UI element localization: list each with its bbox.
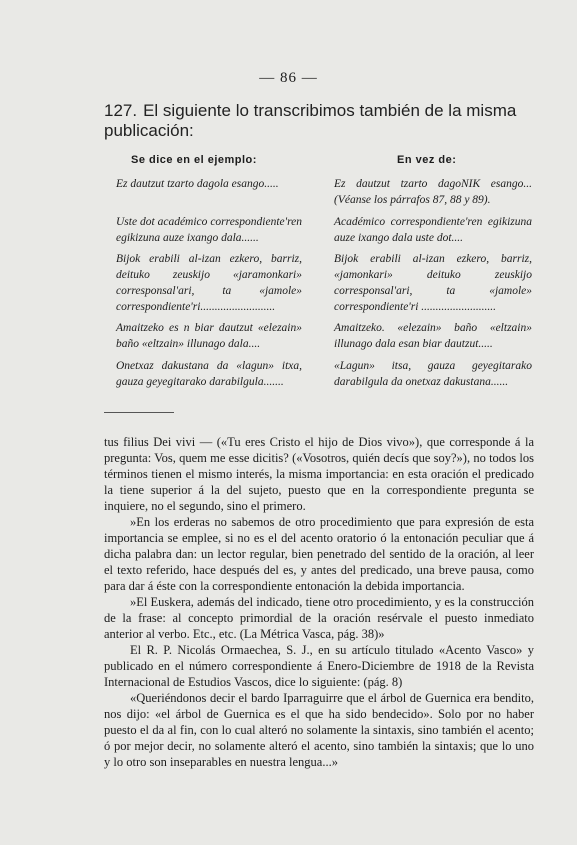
example-right-4: Amaitzeko. «elezain» baño «eltzain» illunago dala esan biar dautzut.....: [334, 322, 532, 350]
example-left-1: Ez dautzut tzarto dagola esango.....: [116, 178, 279, 190]
body-text: [104, 434, 534, 770]
section-number: 127.: [104, 101, 138, 120]
example-left-4: Amaitzeko es n biar dautzut «elezain» baño «eltzain» illunago dala....: [116, 322, 302, 350]
left-column-header: Se dice en el ejemplo:: [131, 154, 257, 166]
example-right-5: «Lagun» itsa, gauza geyegitarako darabilgula da onetxaz dakustana......: [334, 360, 532, 388]
example-left-2: Uste dot académico correspondiente'ren egikizuna auze ixango dala......: [116, 216, 302, 244]
body-paragraph: El R. P. Nicolás Ormaechea, S. J., en su artículo titulado «Acento Vasco» y publicado en el número correspondiente á Enero-Diciembre de 1918 de la Revista Internacional de Estudios Vascos, dice lo siguiente: (pág. 8): [104, 643, 534, 689]
body-paragraph: tus filius Dei vivi — («Tu eres Cristo el hijo de Dios vivo»), que corresponde á la pregunta: Vos, quem me esse dicitis? («Vosotros, quién decís que soy?»), no todos los términos tienen el mismo interés, la misma importancia: en esta oración el predicado la tiene superior á la del sujeto, puesto que en la correspondiente pregunta se inquiere, no el segundo, sino el primero.: [104, 435, 534, 513]
example-right-1: Ez dautzut tzarto dagoNIK esango... (Véanse los párrafos 87, 88 y 89).: [334, 178, 532, 206]
right-column-header: En vez de:: [397, 154, 457, 166]
example-right-2: Académico correspondiente'ren egikizuna auze ixango dala uste dot....: [334, 216, 532, 244]
body-paragraph: »El Euskera, además del indicado, tiene otro procedimiento, y es la construcción de la frase: al concepto primordial de la oración resérvale el puesto inmediato anterior al verbo. Etc., etc. (La Métrica Vasca, pág. 38)»: [104, 595, 534, 641]
body-paragraph: »En los erderas no sabemos de otro procedimiento que para expresión de esta importancia se emplee, si no es el del acento oratorio ó la entonación peculiar que á dicha palabra dan: un lector regular, bien penetrado del sentido de la oración, al leer el texto referido, hace después del es, y antes del predicado, una breve pausa, como para dar á éste con la correspondiente entonación la debida importancia.: [104, 515, 534, 593]
section-heading: [104, 101, 534, 141]
footnote-divider: [104, 412, 174, 413]
example-left-3: Bijok erabili al-izan ezkero, barriz, deituko zeuskijo «jaramonkari» corresponsal'ari, ta «jamole» correspondiente'ri..........................: [116, 253, 302, 313]
page-number: — 86 —: [259, 70, 318, 86]
section-heading-text: El siguiente lo transcribimos también de la misma publicación:: [104, 101, 517, 140]
body-paragraph: «Queriéndonos decir el bardo Iparraguirre que el árbol de Guernica era bendito, nos dijo: «el árbol de Guernica es el que ha sido bendecido». Solo por no haber puesto el da al fin, con lo cual alteró no solamente la sintaxis, sino también el acento; ó por mejor decir, no solamente alteró el acento, sino también la sintaxis; que lo uno y lo otro son inseparables en nuestra lengua...»: [104, 691, 534, 769]
example-left-5: Onetxaz dakustana da «lagun» itxa, gauza geyegitarako darabilgula.......: [116, 360, 302, 388]
example-right-3: Bijok erabili al-izan ezkero, barriz, «jamonkari» deituko zeuskijo corresponsal'ari, ta «jamole» correspondiente'ri ..........................: [334, 253, 532, 313]
